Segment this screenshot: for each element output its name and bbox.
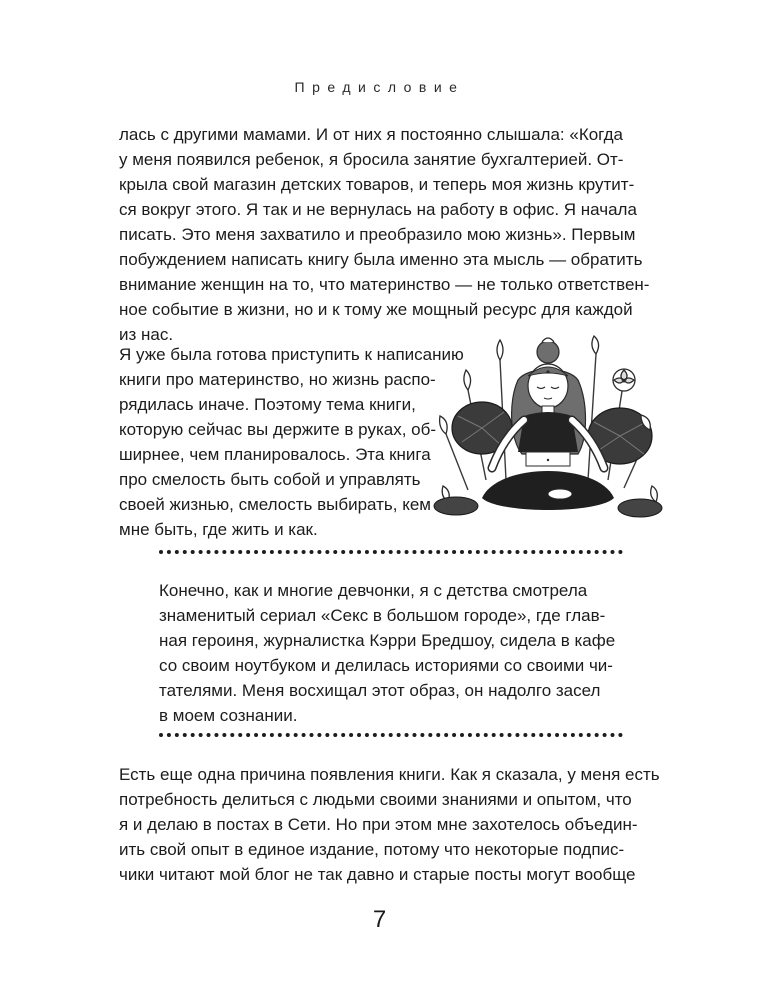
paragraph-1: [119, 122, 649, 347]
text-line: потребность делиться с людьми своими знаниями и опытом, что: [119, 790, 632, 809]
text-line: писать. Это меня захватило и преобразило мою жизнь». Первым: [119, 225, 636, 244]
dotted-divider-top: [159, 550, 623, 554]
text-line: ное событие в жизни, но и к тому же мощный ресурс для каждой: [119, 300, 633, 319]
text-line: внимание женщин на то, что материнство — не только ответствен-: [119, 275, 650, 294]
text-line: ить свой опыт в единое издание, потому что некоторые подпис-: [119, 840, 625, 859]
text-line: мне быть, где жить и как.: [119, 520, 318, 539]
text-line: со своим ноутбуком и делилась историями со своими чи-: [159, 656, 613, 675]
paragraph-2: [119, 342, 464, 542]
text-line: ся вокруг этого. Я так и не вернулась на работу в офис. Я начала: [119, 200, 637, 219]
text-line: Есть еще одна причина появления книги. Как я сказала, у меня есть: [119, 765, 660, 784]
text-line: тателями. Меня восхищал этот образ, он надолго засел: [159, 681, 601, 700]
text-line: знаменитый сериал «Секс в большом городе», где глав-: [159, 606, 606, 625]
text-line: ширнее, чем планировалось. Эта книга: [119, 445, 431, 464]
text-line: про смелость быть собой и управлять: [119, 470, 421, 489]
quote-block: [159, 578, 615, 728]
text-line: своей жизнью, смелость выбирать, кем: [119, 495, 431, 514]
text-line: чики читают мой блог не так давно и старые посты могут вообще: [119, 865, 636, 884]
text-line: которую сейчас вы держите в руках, об-: [119, 420, 437, 439]
text-line: у меня появился ребенок, я бросила занятие бухгалтерией. От-: [119, 150, 624, 169]
text-line: книги про материнство, но жизнь распо-: [119, 370, 436, 389]
text-line: побуждением написать книгу была именно эта мысль — обратить: [119, 250, 643, 269]
dotted-divider-bottom: [159, 733, 623, 737]
page-number: 7: [372, 906, 387, 933]
text-line: из нас.: [119, 325, 174, 344]
text-line: крыла свой магазин детских товаров, и теперь моя жизнь крутит-: [119, 175, 635, 194]
text-line: Я уже была готова приступить к написанию: [119, 345, 464, 364]
text-line: в моем сознании.: [159, 706, 298, 725]
meditating-girl-illustration: [428, 330, 668, 530]
text-line: я и делаю в постах в Сети. Но при этом мне захотелось объедин-: [119, 815, 638, 834]
paragraph-3: [119, 762, 660, 887]
running-header: Предисловие: [294, 79, 465, 95]
text-line: рядилась иначе. Поэтому тема книги,: [119, 395, 416, 414]
text-line: Конечно, как и многие девчонки, я с детства смотрела: [159, 581, 588, 600]
text-line: ная героиня, журналистка Кэрри Бредшоу, сидела в кафе: [159, 631, 616, 650]
text-line: лась с другими мамами. И от них я постоянно слышала: «Когда: [119, 125, 623, 144]
